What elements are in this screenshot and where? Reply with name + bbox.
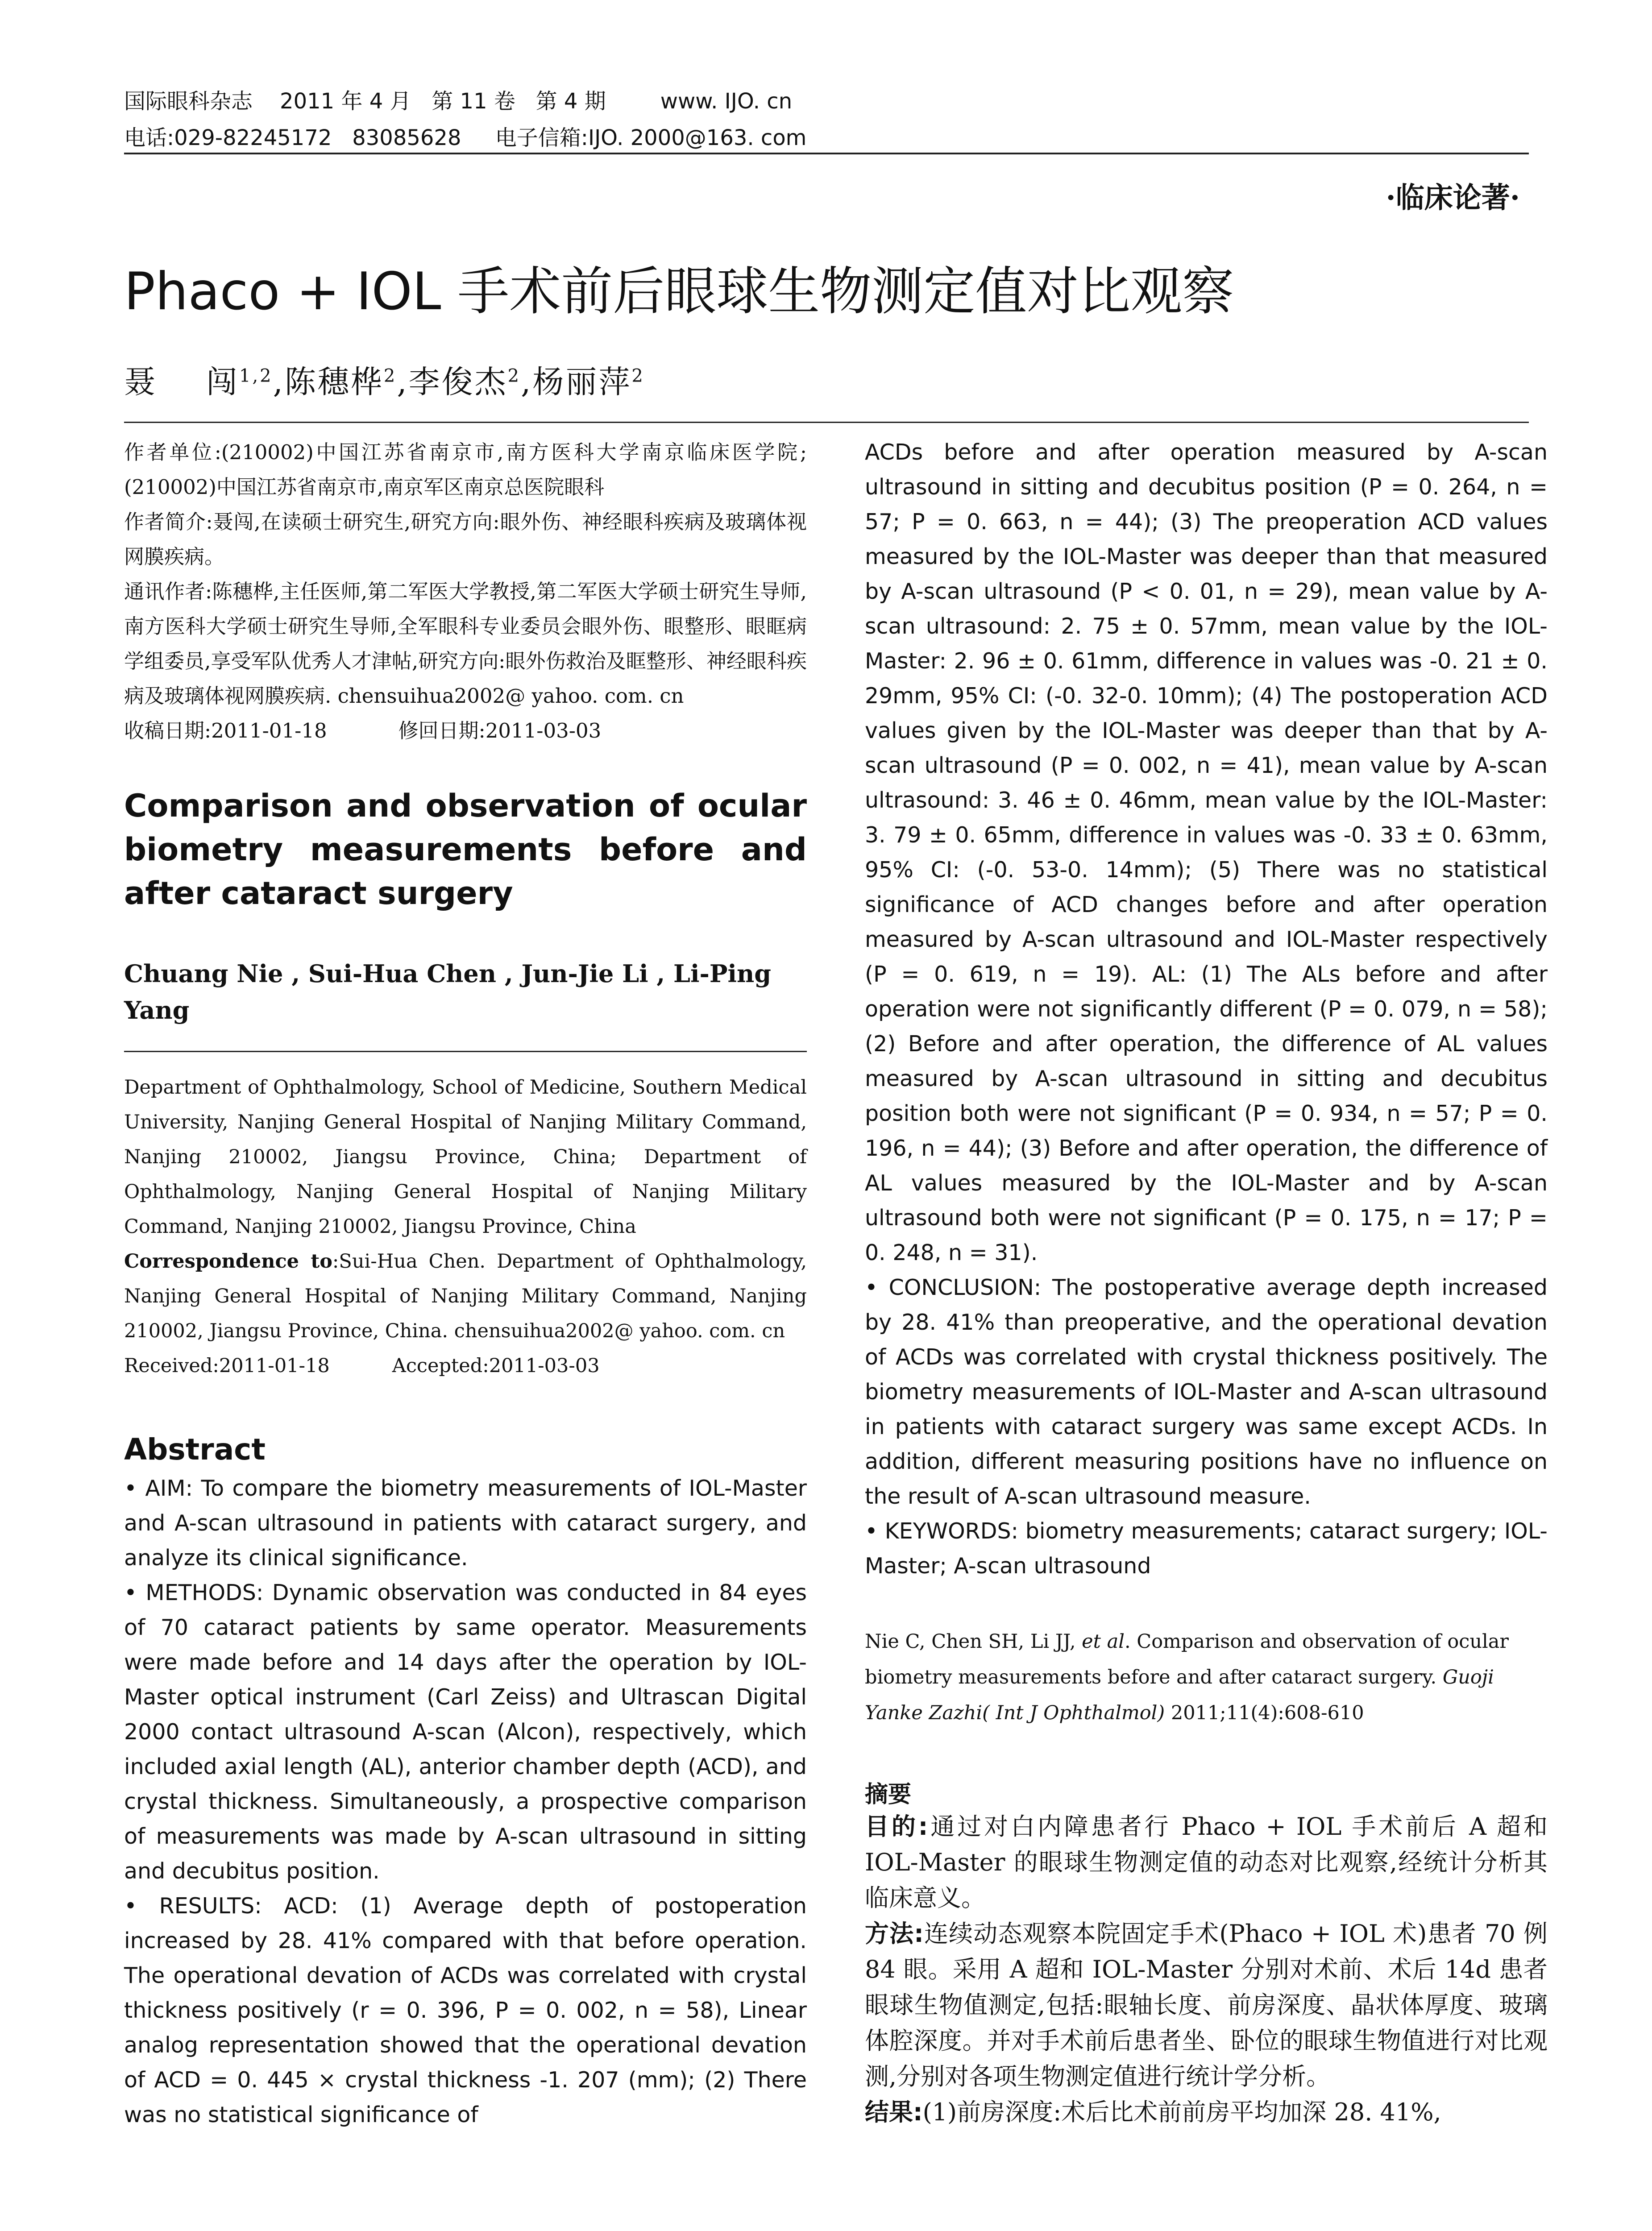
- cn-author-bio: 作者简介:聂闯,在读硕士研究生,研究方向:眼外伤、神经眼科疾病及玻璃体视网膜疾病。: [124, 510, 807, 568]
- cn-abstract-methods: 方法:连续动态观察本院固定手术(Phaco + IOL 术)患者 70 例 84 眼。采用 A 超和 IOL-Master 分别对术前、术后 14d 患者眼球生物值测定,包括:眼轴长度、前房深度、晶状体厚度、玻璃体腔深度。并对手术前后患者坐、卧位的眼球生物值进行对比观测,分别对各项生物测定值进行统计学分析。: [865, 1920, 1548, 2090]
- english-title: Comparison and observation of ocular biometry measurements before and after cataract surgery: [124, 788, 807, 912]
- author-1-sup: 1,2: [239, 365, 273, 386]
- abstract-aim: • AIM: To compare the biometry measurements of IOL-Master and A-scan ultrasound in patients with cataract surgery, and analyze its clinical significance.: [124, 1476, 807, 1571]
- author-1-given: 闯: [206, 364, 239, 400]
- right-column: [865, 435, 1548, 2130]
- abstract-results: • RESULTS: ACD: (1) Average depth of postoperation increased by 28. 41% compared with that before operation. The operational devation of ACDs was correlated with crystal thickness positively (r = 0. 396, P = 0. 002, n = 58), Linear analog representation showed that the operational devation of ACD = 0. 445 × crystal thickness -1. 207 (mm); (2) There was no statistical significance of: [124, 1893, 807, 2127]
- author-4-sup: 2: [631, 365, 645, 386]
- abstract-keywords: • KEYWORDS: biometry measurements; cataract surgery; IOL-Master; A-scan ultrasound: [865, 1518, 1548, 1579]
- journal-header-line1: 国际眼科杂志 2011 年 4 月 第 11 卷 第 4 期 www. IJO. cn: [124, 89, 793, 114]
- abstract-methods: • METHODS: Dynamic observation was conducted in 84 eyes of 70 cataract patients by same operator. Measurements were made before and 14 days after the operation by IOL-Master optical instrument (Carl Zeiss) and Ultrascan Digital 2000 contact ultrasound A-scan (Alcon), respectively, which included axial length (AL), anterior chamber depth (ACD), and crystal thickness. Simultaneously, a prospective comparison of measurements was made by A-scan ultrasound in sitting and decubitus position.: [124, 1580, 807, 1884]
- header-rule: [124, 153, 1529, 154]
- abstract-heading: Abstract: [124, 1432, 266, 1467]
- correspondence: Correspondence to:Sui-Hua Chen. Department of Ophthalmology, Nanjing General Hospital of Nanjing Military Command, Nanjing 210002, Jiangsu Province, China. chensuihua2002@ yahoo. com. cn: [124, 1250, 807, 1342]
- page-title: Phaco + IOL 手术前后眼球生物测定值对比观察: [124, 261, 1234, 322]
- author-2: ,陈穗桦: [273, 364, 384, 400]
- author-line: [124, 357, 645, 402]
- author-1-surname: 聂: [124, 364, 157, 400]
- english-affiliation: Department of Ophthalmology, School of Medicine, Southern Medical University, Nanjing General Hospital of Nanjing Military Command, Nanjing 210002, Jiangsu Province, China; Department of Ophthalmology, Nanjing General Hospital of Nanjing Military Command, Nanjing 210002, Jiangsu Province, China: [124, 1076, 807, 1238]
- section-tag: ·临床论著·: [1386, 181, 1520, 215]
- author-2-sup: 2: [383, 365, 397, 386]
- cn-affiliation: 作者单位:(210002)中国江苏省南京市,南方医科大学南京临床医学院;(210002)中国江苏省南京市,南京军区南京总医院眼科: [124, 440, 807, 499]
- author-divider: [124, 1051, 807, 1052]
- cn-dates: 收稿日期:2011-01-18 修回日期:2011-03-03: [124, 719, 602, 742]
- abstract-results-continued: ACDs before and after operation measured by A-scan ultrasound in sitting and decubitus position (P = 0. 264, n = 57; P = 0. 663, n = 44); (3) The preoperation ACD values measured by the IOL-Master was deeper than that measured by A-scan ultrasound (P < 0. 01, n = 29), mean value by A-scan ultrasound: 2. 75 ± 0. 57mm, mean value by the IOL-Master: 2. 96 ± 0. 61mm, difference in values was -0. 21 ± 0. 29mm, 95% CI: (-0. 32-0. 10mm); (4) The postoperation ACD values given by the IOL-Master was deeper than that by A-scan ultrasound (P = 0. 002, n = 41), mean value by A-scan ultrasound: 3. 46 ± 0. 46mm, mean value by the IOL-Master: 3. 79 ± 0. 65mm, difference in values was -0. 33 ± 0. 63mm, 95% CI: (-0. 53-0. 14mm); (5) There was no statistical significance of ACD changes before and after operation measured by A-scan ultrasound and IOL-Master respectively (P = 0. 619, n = 19). AL: (1) The ALs before and after operation were not significantly different (P = 0. 079, n = 58); (2) Before and after operation, the difference of AL values measured by A-scan ultrasound in sitting and decubitus position both were not significant (P = 0. 934, n = 57; P = 0. 196, n = 44); (3) Before and after operation, the difference of AL values measured by the IOL-Master and by A-scan ultrasound both were not significant (P = 0. 175, n = 17; P = 0. 248, n = 31).: [865, 440, 1548, 1265]
- cn-corresponding-author: 通讯作者:陈穗桦,主任医师,第二军医大学教授,第二军医大学硕士研究生导师,南方医科大学硕士研究生导师,全军眼科专业委员会眼外伤、眼整形、眼眶病学组委员,享受军队优秀人才津帖,研究方向:眼外伤救治及眶整形、神经眼科疾病及玻璃体视网膜疾病. chensuihua2002@ yahoo. com. cn: [124, 580, 807, 708]
- title-rule: [124, 422, 1529, 423]
- journal-header-line2: 电话:029-82245172 83085628 电子信箱:IJO. 2000@163. com: [124, 125, 807, 150]
- author-4: ,杨丽萍: [521, 364, 632, 400]
- cn-abstract-aim: 目的:通过对白内障患者行 Phaco + IOL 手术前后 A 超和 IOL-Master 的眼球生物测定值的动态对比观察,经统计分析其临床意义。: [865, 1812, 1548, 1912]
- citation: Nie C, Chen SH, Li JJ, et al. Comparison and observation of ocular biometry measurements before and after cataract surgery. Guoji Yanke Zazhi( Int J Ophthalmol) 2011;11(4):608-610: [865, 1630, 1509, 1724]
- author-3: ,李俊杰: [397, 364, 508, 400]
- english-authors: Chuang Nie , Sui-Hua Chen , Jun-Jie Li , Li-Ping Yang: [124, 959, 772, 1024]
- author-3-sup: 2: [507, 365, 521, 386]
- received-accepted: Received:2011-01-18 Accepted:2011-03-03: [124, 1355, 600, 1377]
- cn-abstract-results: 结果:(1)前房深度:术后比术前前房平均加深 28. 41%,: [865, 2098, 1441, 2126]
- abstract-conclusion: • CONCLUSION: The postoperative average depth increased by 28. 41% than preoperative, and the operational devation of ACDs was correlated with crystal thickness positively. The biometry measurements of IOL-Master and A-scan ultrasound in patients with cataract surgery was same except ACDs. In addition, different measuring positions have no influence on the result of A-scan ultrasound measure.: [865, 1275, 1548, 1509]
- cn-abstract-heading: 摘要: [865, 1781, 912, 1808]
- left-column: [124, 435, 807, 2132]
